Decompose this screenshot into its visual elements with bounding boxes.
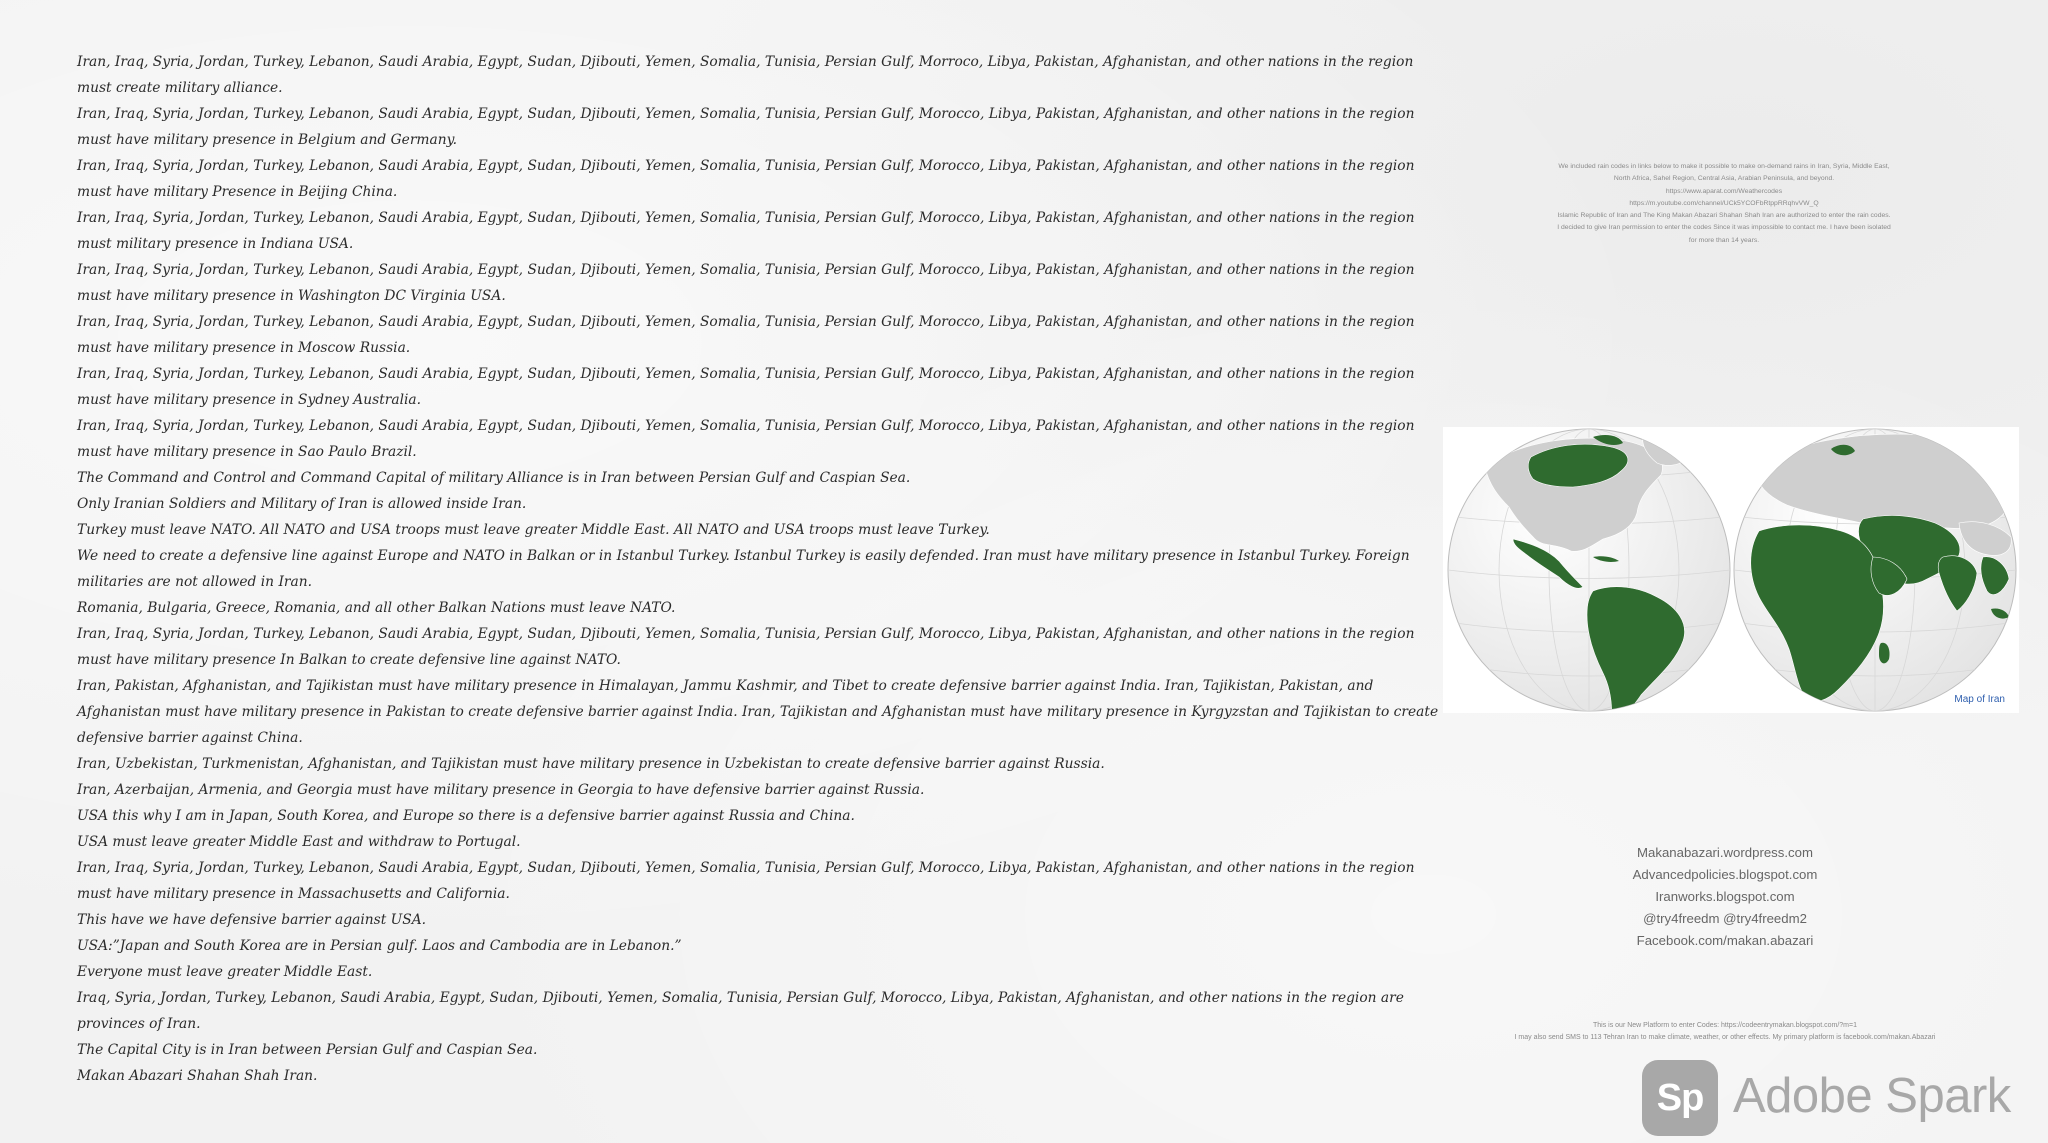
western-hemisphere-globe <box>1448 429 1730 713</box>
note-line: Islamic Republic of Iran and The King Makan Abazari Shahan Shah Iran are authorized to enter the rain codes. <box>1557 212 1891 220</box>
eastern-hemisphere-globe <box>1734 429 2016 711</box>
paragraph: USA:”Japan and South Korea are in Persian gulf. Laos and Cambodia are in Lebanon.” <box>77 938 682 954</box>
rain-codes-note <box>1548 161 1900 247</box>
link-item[interactable]: @try4freedm @try4freedm2 <box>1643 911 1807 926</box>
paragraph: Iran, Iraq, Syria, Jordan, Turkey, Lebanon, Saudi Arabia, Egypt, Sudan, Djibouti, Yemen, Somalia, Tunisia, Persian Gulf, Morocco, Libya, Pakistan, Afghanistan, and other nations in the region must have military presence in Washington DC Virginia USA. <box>77 262 1415 304</box>
paragraph: Only Iranian Soldiers and Military of Iran is allowed inside Iran. <box>77 496 527 512</box>
platform-note <box>1460 1020 1990 1044</box>
paragraph: Iran, Iraq, Syria, Jordan, Turkey, Lebanon, Saudi Arabia, Egypt, Sudan, Djibouti, Yemen, Somalia, Tunisia, Persian Gulf, Morocco, Libya, Pakistan, Afghanistan, and other nations in the region must have military Presence in Beijing China. <box>77 158 1415 200</box>
paragraph: Iran, Pakistan, Afghanistan, and Tajikistan must have military presence in Himalayan, Jammu Kashmir, and Tibet to create defensive barrier against India. Iran, Tajikistan, Pakistan, and Afghanistan must have military presence in Pakistan to create defensive barrier against India. Iran, Tajikistan and Afghanistan must have military presence in Kyrgyzstan and Tajikistan to create defensive barrier against China. <box>77 678 1439 746</box>
note-line: for more than 14 years. <box>1688 236 1760 244</box>
note-line: https://m.youtube.com/channel/UCk5YCOFbRtppRRqhvVW_Q <box>1629 199 1819 207</box>
platform-line: This is our New Platform to enter Codes: https://codeentrymakan.blogspot.com/?m=1 <box>1593 1022 1857 1029</box>
paragraph: USA this why I am in Japan, South Korea, and Europe so there is a defensive barrier against Russia and China. <box>77 808 855 824</box>
paragraph: Makan Abazari Shahan Shah Iran. <box>77 1068 318 1084</box>
paragraph: Iran, Iraq, Syria, Jordan, Turkey, Lebanon, Saudi Arabia, Egypt, Sudan, Djibouti, Yemen, Somalia, Tunisia, Persian Gulf, Morocco, Libya, Pakistan, Afghanistan, and other nations in the region must have military presence In Balkan to create defensive line against NATO. <box>77 626 1415 668</box>
paragraph: Iran, Uzbekistan, Turkmenistan, Afghanistan, and Tajikistan must have military presence in Uzbekistan to create defensive barrier against Russia. <box>77 756 1105 772</box>
paragraph: Iran, Iraq, Syria, Jordan, Turkey, Lebanon, Saudi Arabia, Egypt, Sudan, Djibouti, Yemen, Somalia, Tunisia, Persian Gulf, Morocco, Libya, Pakistan, Afghanistan, and other nations in the region must have military presence in Massachusetts and California. <box>77 860 1415 902</box>
paragraph: Iraq, Syria, Jordan, Turkey, Lebanon, Saudi Arabia, Egypt, Sudan, Djibouti, Yemen, Somalia, Tunisia, Persian Gulf, Morocco, Libya, Pakistan, Afghanistan, and other nations in the region are provinces of Iran. <box>77 990 1404 1032</box>
note-line: https://www.aparat.com/Weathercodes <box>1665 187 1783 195</box>
platform-line: I may also send SMS to 113 Tehran Iran to make climate, weather, or other effects. My primary platform is facebook.com/makan.Abazari <box>1514 1034 1936 1041</box>
spark-logo-icon: Sp <box>1642 1060 1718 1136</box>
paragraph: Iran, Iraq, Syria, Jordan, Turkey, Lebanon, Saudi Arabia, Egypt, Sudan, Djibouti, Yemen, Somalia, Tunisia, Persian Gulf, Morocco, Libya, Pakistan, Afghanistan, and other nations in the region must have military presence in Sydney Australia. <box>77 366 1415 408</box>
adobe-spark-logo <box>1642 1060 2032 1138</box>
paragraph: Iran, Iraq, Syria, Jordan, Turkey, Lebanon, Saudi Arabia, Egypt, Sudan, Djibouti, Yemen, Somalia, Tunisia, Persian Gulf, Morroco, Libya, Pakistan, Afghanistan, and other nations in the region must create military alliance. <box>77 54 1414 96</box>
paragraph: This have we have defensive barrier against USA. <box>77 912 427 928</box>
paragraph: Everyone must leave greater Middle East. <box>77 964 373 980</box>
paragraph: The Capital City is in Iran between Persian Gulf and Caspian Sea. <box>77 1042 538 1058</box>
links-block <box>1560 842 1890 952</box>
map-image <box>1443 427 2019 713</box>
paragraph: Iran, Iraq, Syria, Jordan, Turkey, Lebanon, Saudi Arabia, Egypt, Sudan, Djibouti, Yemen, Somalia, Tunisia, Persian Gulf, Morocco, Libya, Pakistan, Afghanistan, and other nations in the region must have military presence in Sao Paulo Brazil. <box>77 418 1415 460</box>
note-line: I decided to give Iran permission to enter the codes Since it was impossible to contact me. I have been isolated <box>1557 224 1891 232</box>
paragraph: Romania, Bulgaria, Greece, Romania, and all other Balkan Nations must leave NATO. <box>77 600 676 616</box>
paragraph: Iran, Iraq, Syria, Jordan, Turkey, Lebanon, Saudi Arabia, Egypt, Sudan, Djibouti, Yemen, Somalia, Tunisia, Persian Gulf, Morocco, Libya, Pakistan, Afghanistan, and other nations in the region must have military presence in Belgium and Germany. <box>77 106 1415 148</box>
paragraph: USA must leave greater Middle East and withdraw to Portugal. <box>77 834 521 850</box>
map-caption[interactable]: Map of Iran <box>1954 694 2005 705</box>
paragraph: Iran, Iraq, Syria, Jordan, Turkey, Lebanon, Saudi Arabia, Egypt, Sudan, Djibouti, Yemen, Somalia, Tunisia, Persian Gulf, Morocco, Libya, Pakistan, Afghanistan, and other nations in the region must military presence in Indiana USA. <box>77 210 1415 252</box>
paragraph: Turkey must leave NATO. All NATO and USA troops must leave greater Middle East. All NATO and USA troops must leave Turkey. <box>77 522 990 538</box>
paragraph: The Command and Control and Command Capital of military Alliance is in Iran between Persian Gulf and Caspian Sea. <box>77 470 911 486</box>
main-text-block <box>77 49 1447 1089</box>
link-item[interactable]: Makanabazari.wordpress.com <box>1637 845 1813 860</box>
brand-name: Adobe Spark <box>1733 1069 2011 1123</box>
paragraph: Iran, Azerbaijan, Armenia, and Georgia must have military presence in Georgia to have defensive barrier against Russia. <box>77 782 925 798</box>
link-item[interactable]: Iranworks.blogspot.com <box>1655 889 1795 904</box>
note-line: North Africa, Sahel Region, Central Asia, Arabian Peninsula, and beyond. <box>1613 175 1835 183</box>
paragraph: Iran, Iraq, Syria, Jordan, Turkey, Lebanon, Saudi Arabia, Egypt, Sudan, Djibouti, Yemen, Somalia, Tunisia, Persian Gulf, Morocco, Libya, Pakistan, Afghanistan, and other nations in the region must have military presence in Moscow Russia. <box>77 314 1415 356</box>
paragraph: We need to create a defensive line against Europe and NATO in Balkan or in Istanbul Turkey. Istanbul Turkey is easily defended. Iran must have military presence in Istanbul Turkey. Foreign militaries are not allowed in Iran. <box>77 548 1410 590</box>
link-item[interactable]: Facebook.com/makan.abazari <box>1636 933 1814 948</box>
note-line: We included rain codes in links below to make it possible to make on-demand rains in Iran, Syria, Middle East, <box>1558 163 1890 170</box>
link-item[interactable]: Advancedpolicies.blogspot.com <box>1632 867 1818 882</box>
